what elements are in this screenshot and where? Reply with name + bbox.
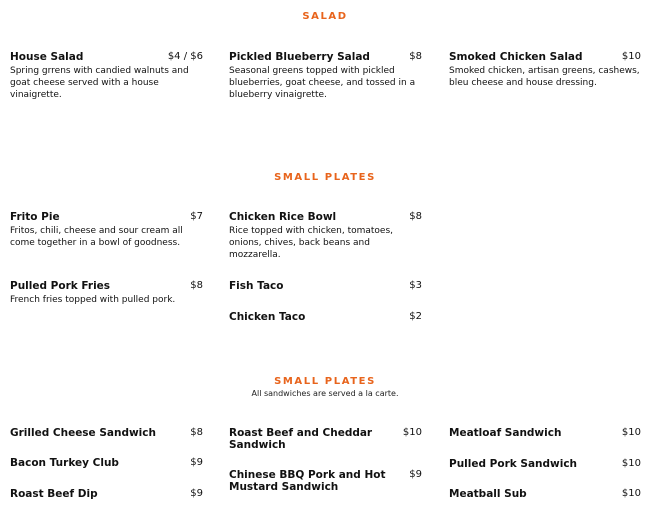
item-description: Spring grrens with candied walnuts and goat cheese served with a house vinaigrette. xyxy=(10,66,189,100)
menu-item-grilled-cheese-sandwich xyxy=(10,427,203,439)
item-description: Fritos, chili, cheese and sour cream all come together in a bowl of goodness. xyxy=(10,226,183,248)
item-name: Chicken Rice Bowl xyxy=(229,211,337,223)
item-name: Frito Pie xyxy=(10,211,60,223)
menu-item-house-salad xyxy=(10,51,203,101)
menu-item-meatloaf-sandwich xyxy=(449,427,641,439)
item-price: $10 xyxy=(621,488,641,499)
item-name: Pulled Pork Fries xyxy=(10,280,111,292)
item-description: Seasonal greens topped with pickled blueberries, goat cheese, and tossed in a blueberry vinaigrette. xyxy=(229,66,416,100)
item-price: $8 xyxy=(409,51,422,62)
item-price: $7 xyxy=(190,211,203,222)
menu-item-pickled-blueberry-salad xyxy=(229,51,422,101)
item-name: Meatball Sub xyxy=(449,488,527,500)
item-name: Chinese BBQ Pork and Hot Mustard Sandwich xyxy=(229,469,386,493)
section-title-salad: SALAD xyxy=(302,11,348,22)
item-price: $9 xyxy=(409,469,422,480)
item-name: Roast Beef Dip xyxy=(10,488,98,500)
item-price: $9 xyxy=(190,457,203,468)
item-price: $9 xyxy=(190,488,203,499)
item-price: $4 / $6 xyxy=(167,51,203,62)
section-title-sandwiches: SMALL PLATES xyxy=(274,376,376,387)
menu-item-pulled-pork-sandwich xyxy=(449,458,641,470)
item-price: $2 xyxy=(409,311,422,322)
section-title-small-plates: SMALL PLATES xyxy=(274,172,376,183)
item-description: Rice topped with chicken, tomatoes, onions, chives, back beans and mozzarella. xyxy=(229,226,394,260)
item-name: Bacon Turkey Club xyxy=(10,457,119,469)
item-name: Pulled Pork Sandwich xyxy=(449,458,578,470)
menu-item-smoked-chicken-salad xyxy=(449,51,641,89)
item-description: Smoked chicken, artisan greens, cashews, bleu cheese and house dressing. xyxy=(449,66,640,88)
item-price: $10 xyxy=(621,458,641,469)
item-name: Grilled Cheese Sandwich xyxy=(10,427,156,439)
item-price: $10 xyxy=(621,427,641,438)
section-note: All sandwiches are served a la carte. xyxy=(251,389,399,398)
menu-item-pulled-pork-fries xyxy=(10,280,203,306)
menu-item-fish-taco xyxy=(229,280,422,292)
item-name: Chicken Taco xyxy=(229,311,306,323)
menu-item-roast-beef-dip xyxy=(10,488,203,500)
item-price: $3 xyxy=(409,280,422,291)
menu-item-chicken-rice-bowl xyxy=(229,211,422,261)
item-name: Meatloaf Sandwich xyxy=(449,427,562,439)
item-price: $8 xyxy=(409,211,422,222)
item-price: $10 xyxy=(621,51,641,62)
item-description: French fries topped with pulled pork. xyxy=(10,295,176,305)
menu-item-chinese-bbq-pork-sandwich xyxy=(229,469,422,493)
item-name: Pickled Blueberry Salad xyxy=(229,51,370,63)
item-price: $8 xyxy=(190,427,203,438)
item-price: $8 xyxy=(190,280,203,291)
item-name: Smoked Chicken Salad xyxy=(449,51,583,63)
menu-item-bacon-turkey-club xyxy=(10,457,203,469)
menu-item-frito-pie xyxy=(10,211,203,249)
item-name: Fish Taco xyxy=(229,280,284,292)
item-name: House Salad xyxy=(10,51,84,63)
menu-item-roast-beef-cheddar-sandwich xyxy=(229,427,422,451)
item-name: Roast Beef and Cheddar Sandwich xyxy=(229,427,373,451)
item-price: $10 xyxy=(402,427,422,438)
menu-item-meatball-sub xyxy=(449,488,641,500)
menu-item-chicken-taco xyxy=(229,311,422,323)
